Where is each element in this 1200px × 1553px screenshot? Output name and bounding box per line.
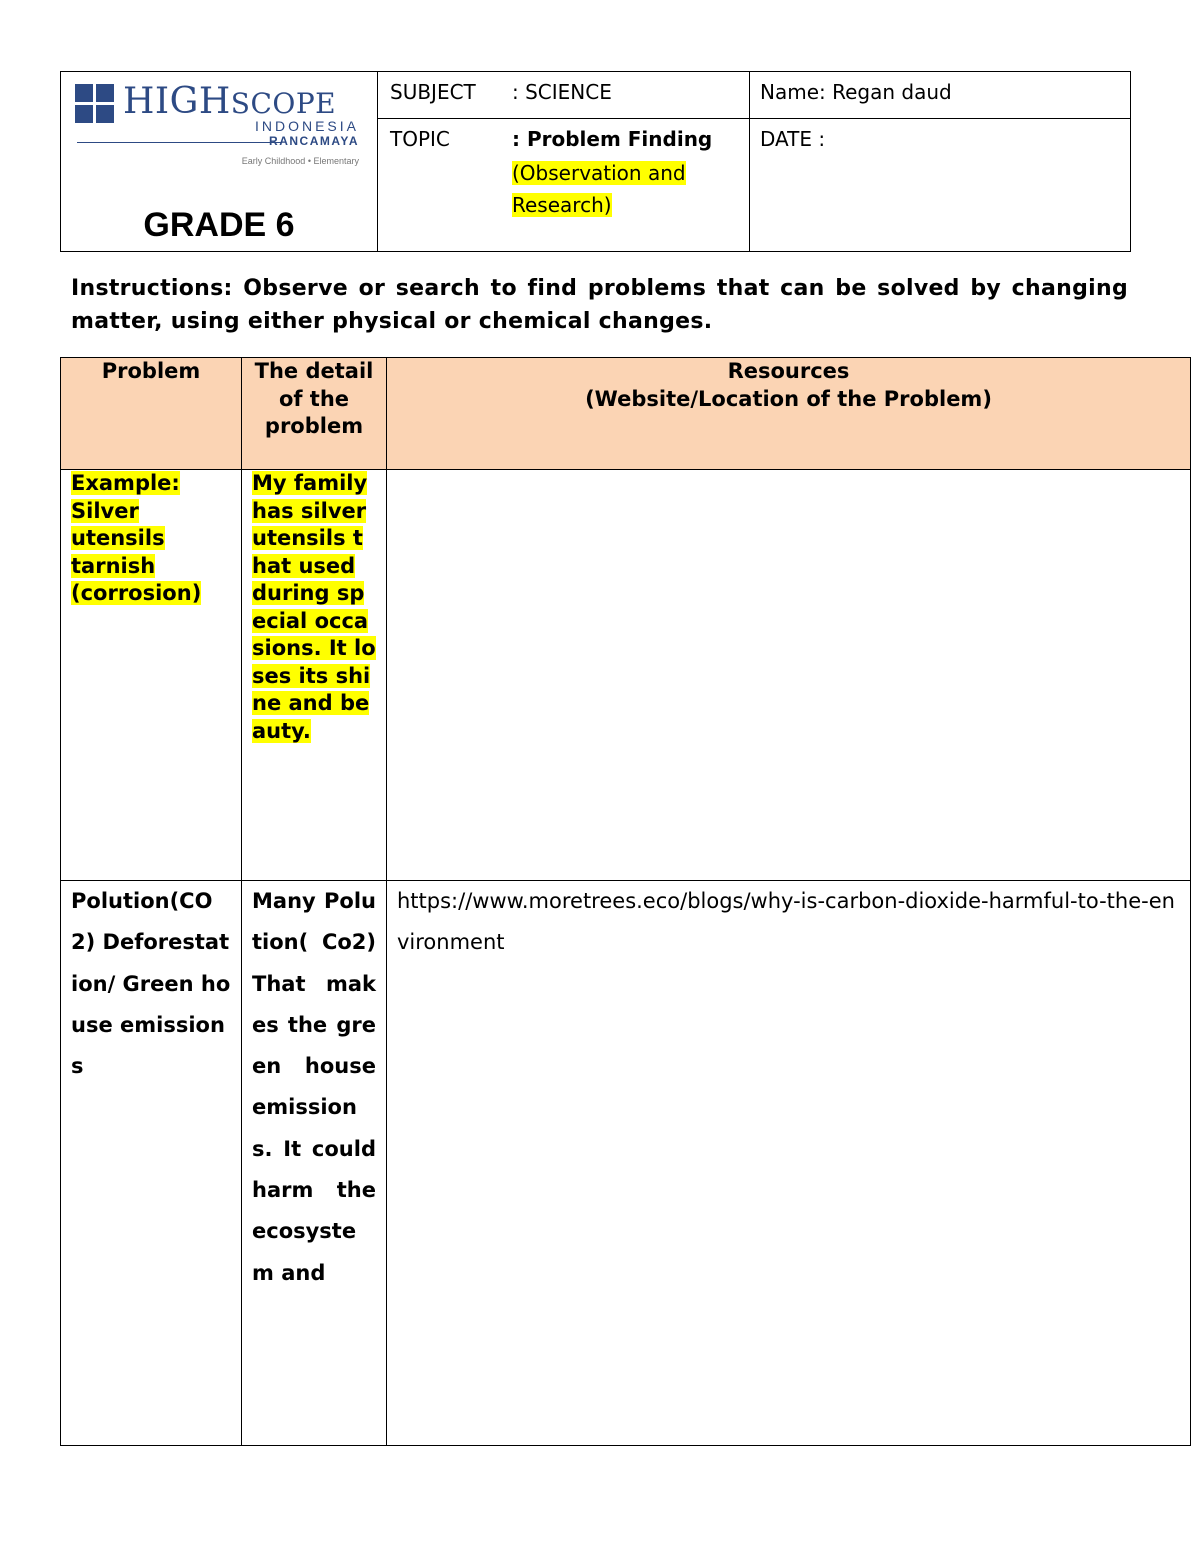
student-name: Name: Regan daud <box>760 80 952 104</box>
date-label: DATE : <box>760 127 826 151</box>
example-problem-cell <box>61 470 242 881</box>
row-detail: Many Polution( Co2) That makes the green house emissions. It could harm the ecosystem and <box>242 881 387 1446</box>
row-resource: https://www.moretrees.eco/blogs/why-is-carbon-dioxide-harmful-to-the-environment <box>387 881 1191 1446</box>
table-row <box>61 881 1191 1446</box>
example-detail: My family has silver utensils that used during special occasions. It loses its shine and beauty. <box>252 471 376 743</box>
subject-value: : SCIENCE <box>512 80 612 104</box>
logo-tagline: Early Childhood • Elementary <box>241 156 359 166</box>
header-table <box>60 71 1131 252</box>
column-header-resources: Resources (Website/Location of the Problem) <box>387 358 1191 470</box>
problem-table <box>60 357 1191 1446</box>
subject-label: SUBJECT <box>390 80 476 104</box>
highscope-logo <box>75 82 365 172</box>
row-problem: Polution(CO2) Deforestation/ Green house emissions <box>61 881 242 1446</box>
logo-brand-high: HIGH <box>123 81 231 122</box>
logo-squares-icon <box>75 84 115 124</box>
example-resource-cell <box>387 470 1191 881</box>
topic-highlight: (Observation and Research) <box>512 161 686 217</box>
example-row <box>61 470 1191 881</box>
logo-cell <box>61 72 378 252</box>
date-cell <box>750 119 1131 252</box>
logo-location: RANCAMAYA <box>269 134 359 148</box>
logo-country: INDONESIA <box>254 118 359 134</box>
example-problem: Example: Silver utensils tarnish (corrosion) <box>71 471 202 605</box>
subject-cell <box>378 72 750 119</box>
name-cell <box>750 72 1131 119</box>
logo-divider <box>77 142 282 143</box>
grade-label: GRADE 6 <box>143 206 295 244</box>
logo-brand-scope: SCOPE <box>230 87 337 120</box>
instructions: Instructions: Observe or search to find problems that can be solved by changing matter, using either physical or chemical changes. <box>71 276 1128 334</box>
topic-value: : Problem Finding <box>512 127 713 151</box>
column-header-detail: The detail of the problem <box>242 358 387 470</box>
column-header-problem: Problem <box>61 358 242 470</box>
example-detail-cell <box>242 470 387 881</box>
topic-cell <box>378 119 750 252</box>
topic-label: TOPIC <box>390 127 450 151</box>
